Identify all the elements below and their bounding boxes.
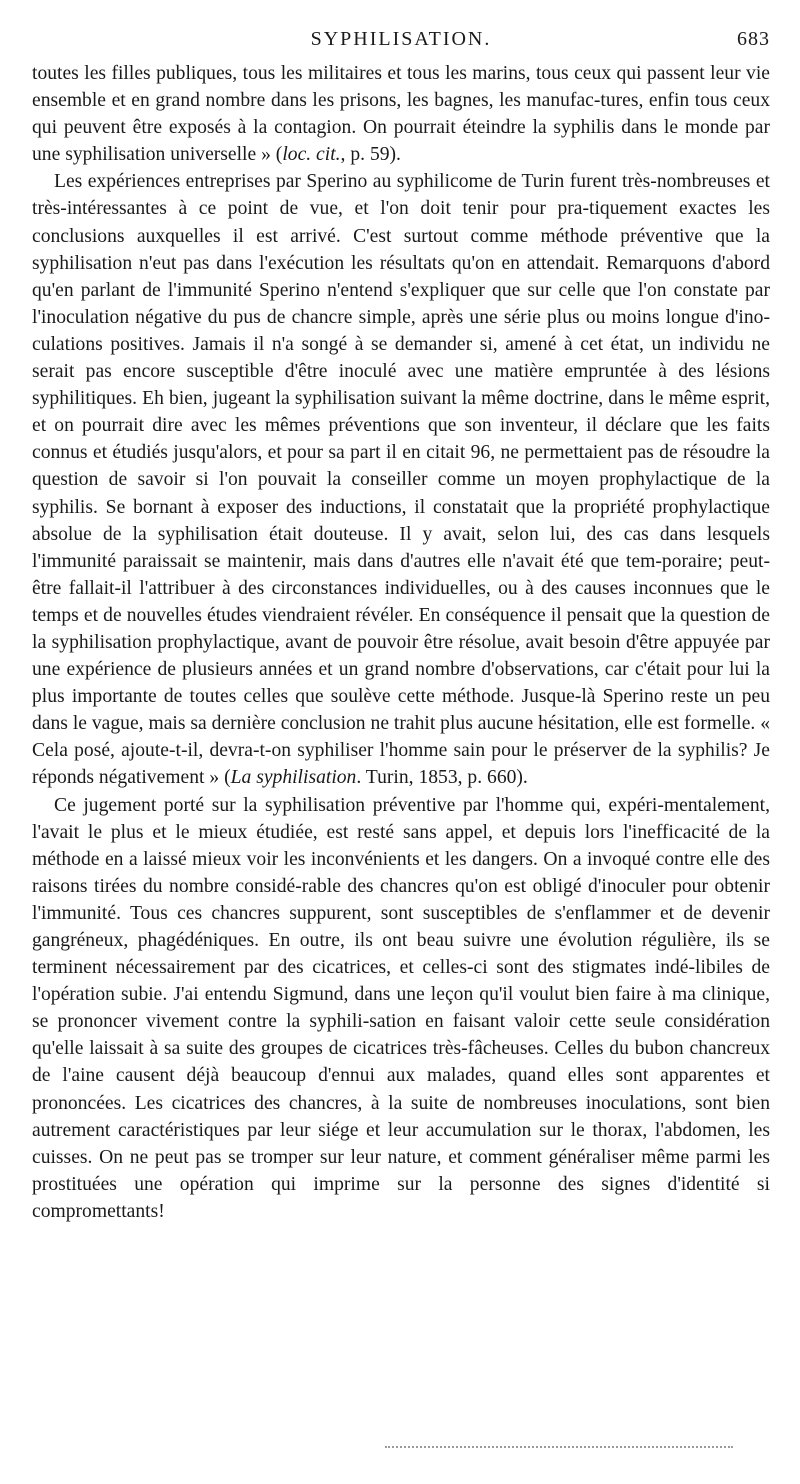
- page-number: 683: [737, 28, 770, 50]
- running-title: SYPHILISATION.: [310, 28, 492, 50]
- citation-loc-cit: loc. cit.: [282, 144, 341, 166]
- body-text: [32, 60, 770, 1225]
- paragraph-3-text: Ce jugement porté sur la syphilisation préventive par l'homme qui, expéri-mentalement, l'avait le plus et le mieux étudiée, est resté sans appel, et depuis lors l'inefficacité de la méthode en a laissé mieux voir les inconvénients et les dangers. On a invoqué contre elle des raisons tirées du nombre considé-rable des chancres qu'on est obligé d'inoculer pour obtenir l'immunité. Tous ces chancres suppurent, sont susceptibles de s'enflammer et de devenir gangréneux, phagédéniques. En outre, ils ont beau suivre une évolution régulière, ils se terminent nécessairement par des cicatrices, et celles-ci sont des stigmates indé-libiles de l'opération subie. J'ai entendu Sigmund, dans une leçon qu'il voulut bien faire à ma clinique, se prononcer vivement contre la syphili-sation en faisant valoir cette seule considération qu'elle laissait à sa suite des groupes de cicatrices très-fâcheuses. Celles du bubon chancreux de l'aine causent déjà beaucoup d'ennui aux malades, quand elles sont apparentes et prononcées. Les cicatrices des chancres, à la suite de nombreuses inoculations, sont bien autrement caractéristiques par leur siége et leur accumulation sur le thorax, l'abdomen, les cuisses. On ne peut pas se tromper sur leur nature, et comment généraliser même parmi les prostituées une opération qui imprime sur la personne des signes d'identité si compromettants!: [32, 794, 770, 1222]
- paragraph-2: [32, 168, 770, 791]
- paragraph-1-text-end: , p. 59).: [340, 144, 401, 166]
- bottom-dotted-rule: [385, 1446, 733, 1448]
- paragraph-3: [32, 792, 770, 1226]
- paragraph-2-text: Les expériences entreprises par Sperino au syphilicome de Turin furent très-nombreuses et très-intéressantes à ce point de vue, et l'on doit tenir pour pra-tiquement exactes les conclusions auxquelles il est arrivé. C'est surtout comme méthode préventive que la syphilisation n'eut pas dans l'exécution les résultats qu'on en attendait. Remarquons d'abord qu'en parlant de l'immunité Sperino n'entend s'expliquer que sur celle que l'on constate par l'inoculation négative du pus de chancre simple, après une série plus ou moins longue d'ino-culations positives. Jamais il n'a songé à se demander si, amené à cet état, un individu ne serait pas encore susceptible d'être inoculé avec une matière empruntée à des lésions syphilitiques. Eh bien, jugeant la syphilisation suivant la même doctrine, dans le même esprit, et on pourrait dire avec les mêmes préventions que son inventeur, il déclare que les faits connus et étudiés jusqu'alors, et pour sa part il en citait 96, ne permettaient pas de résoudre la question de savoir si l'on pouvait la conseiller comme un moyen prophylactique de la syphilis. Se bornant à exposer des inductions, il constatait que la propriété prophylactique absolue de la syphilisation était douteuse. Il y avait, selon lui, des cas dans lesquels l'immunité paraissait se maintenir, mais dans d'autres elle n'avait été que tem-poraire; peut-être fallait-il l'attribuer à des circonstances individuelles, ou à des causes inconnues que le temps et de nouvelles études viendraient révéler. En conséquence il pensait que la question de la syphilisation prophylactique, avant de pouvoir être résolue, avait besoin d'être appuyée par une expérience de plusieurs années et un grand nombre d'observations, car c'était pour lui la plus importante de toutes celles que soulève cette méthode. Jusque-là Sperino reste un peu dans le vague, mais sa dernière conclusion ne trahit plus aucune hésitation, elle est formelle. « Cela posé, ajoute-t-il, devra-t-on syphiliser l'homme sain pour le préserver de la syphilis? Je réponds négativement » (: [32, 171, 770, 789]
- running-head: [32, 14, 770, 48]
- paragraph-1: [32, 60, 770, 168]
- paragraph-1-text: toutes les filles publiques, tous les militaires et tous les marins, tous ceux qui passent leur vie ensemble et en grand nombre dans les prisons, les bagnes, les manufac-tures, enfin tous ceux qui peuvent être exposés à la contagion. On pourrait éteindre la syphilis dans le monde par une syphilisation universelle » (: [32, 63, 770, 166]
- paragraph-2-text-end: . Turin, 1853, p. 660).: [356, 767, 528, 789]
- book-page: [32, 14, 770, 1225]
- citation-la-syphilisation: La syphilisation: [230, 767, 357, 789]
